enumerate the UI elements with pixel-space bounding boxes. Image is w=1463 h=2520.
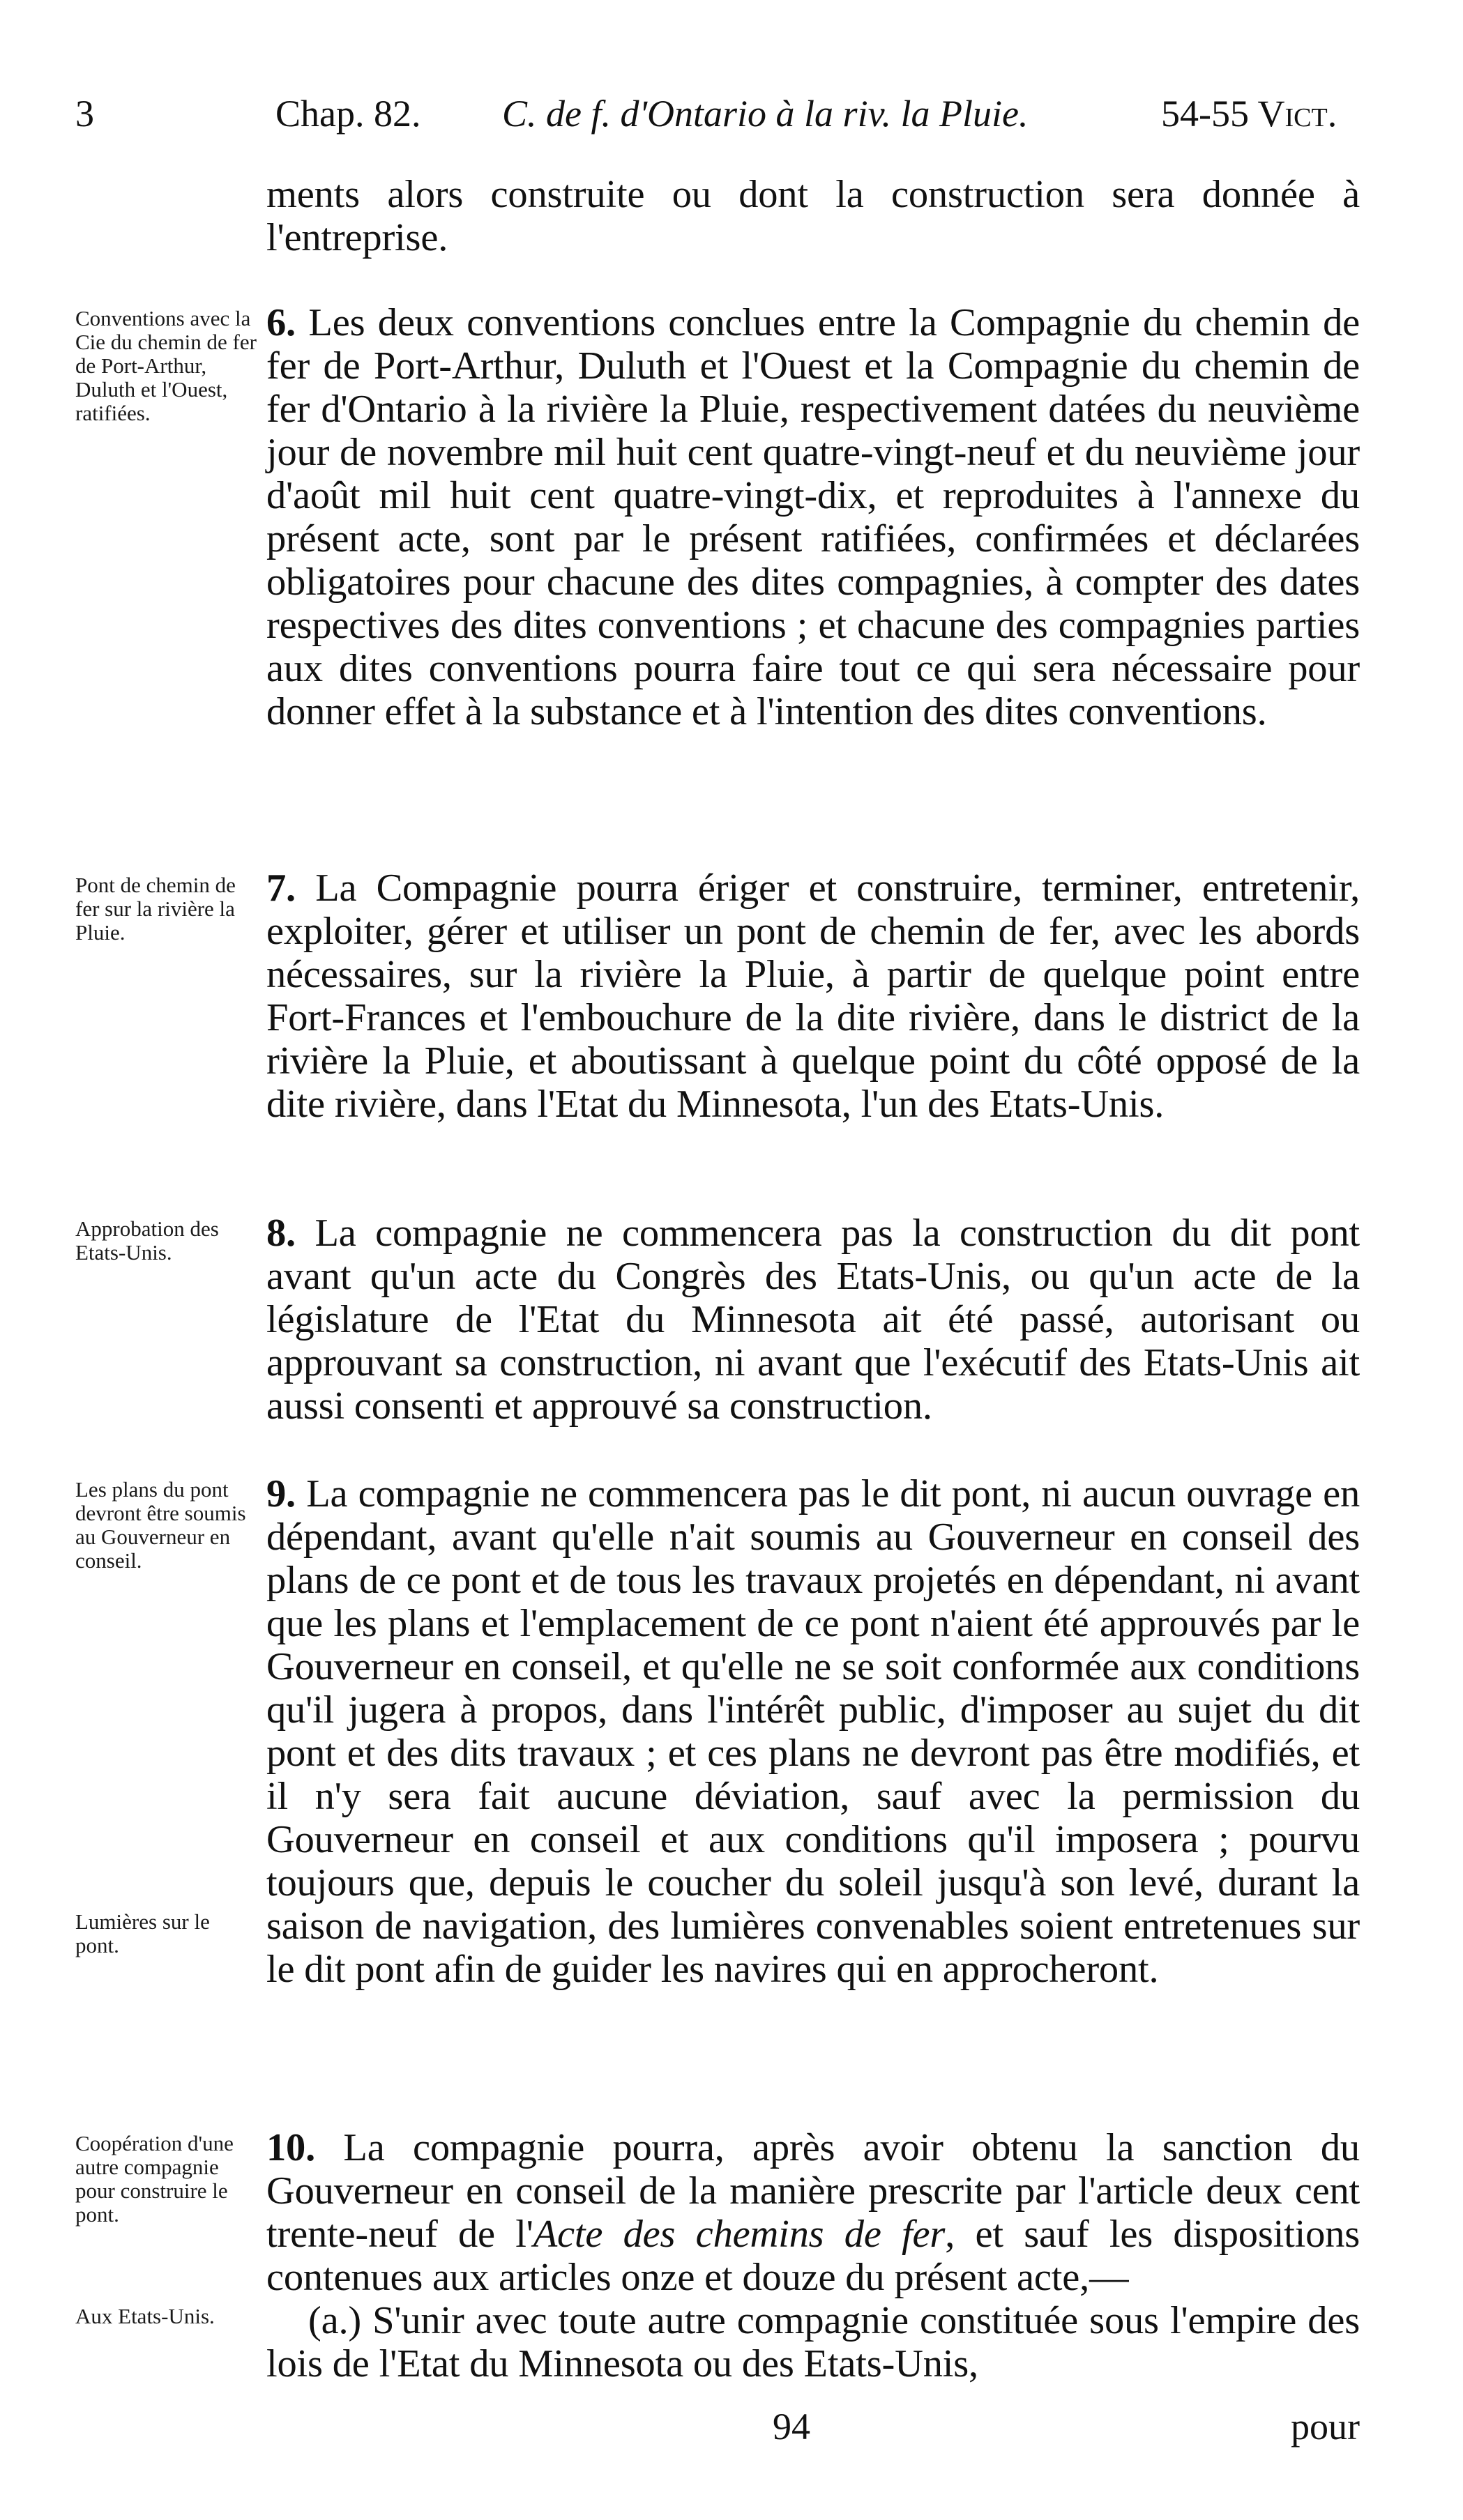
clause-a-text: (a.) S'unir avec toute autre compagnie constituée sous l'empire des lois de l'Etat du Minnesota ou des Etats-Unis, (266, 2299, 1360, 2385)
section-text-after: , et sauf les dispositions contenues aux articles onze et douze du présent acte,— (266, 2213, 1360, 2299)
section-text-before: La compagnie pourra, après avoir obtenu la sanction du Gouverneur en conseil de la manière prescrite par l'article deux cent trente-neuf de l' (266, 2126, 1360, 2256)
catchword: pour (1291, 2406, 1360, 2448)
continuation-paragraph: ments alors construite ou dont la construction sera donnée à l'entreprise. (266, 173, 1360, 259)
section-text: Les deux conventions conclues entre la Compagnie du chemin de fer de Port-Arthur, Duluth et l'Ouest et la Compagnie du chemin de fer d'Ontario à la rivière la Pluie, respectivement datées du neuvième jour de novembre mil huit cent quatre-vingt-neuf et du neuvième jour d'août mil huit cent quatre-vingt-dix, et reproduites à l'annexe du présent acte, sont par le présent ratifiées, confirmées et déclarées obligatoires pour chacune des dites compagnies, à compter des dates respectives des dites conventions ; et chacune des compagnies parties aux dites conventions pourra faire tout ce qui sera nécessaire pour donner effet à la substance et à l'intention des dites conventions. (266, 301, 1360, 733)
section-8 (266, 1212, 1360, 1428)
continuation-text (266, 173, 1360, 259)
section-6 (266, 301, 1360, 733)
section-text: La Compagnie pourra ériger et construire, terminer, entretenir, exploiter, gérer et utiliser un pont de chemin de fer, avec les abords nécessaires, sur la rivière la Pluie, à partir de quelque point entre Fort-Frances et l'embouchure de la dite rivière, dans le district de la rivière la Pluie, et aboutissant à quelque point du côté opposé de la dite rivière, dans l'Etat du Minnesota, l'un des Etats-Unis. (266, 866, 1360, 1126)
section-number: 8. (266, 1212, 296, 1255)
section-text: La compagnie ne commencera pas le dit pont, ni aucun ouvrage en dépendant, avant qu'elle n'ait soumis au Gouverneur en conseil des plans de ce pont et de tous les travaux projetés en dépendant, ni avant que les plans et l'emplacement de ce pont n'aient été approuvés par le Gouverneur en conseil, et qu'elle ne se soit conformée aux conditions qu'il jugera à propos, dans l'intérêt public, d'imposer au sujet du dit pont et des dits travaux ; et ces plans ne devront pas être modifiés, et il n'y sera fait aucune déviation, sauf avec la permission du Gouverneur en conseil et aux conditions qu'il imposera ; pourvu toujours que, depuis le coucher du soleil jusqu'à son levé, durant la saison de navigation, des lumières convenables soient entretenues sur le dit pont afin de guider les navires qui en approcheront. (266, 1472, 1360, 1991)
margin-note-pont: Pont de chemin de fer sur la rivière la Pluie. (75, 873, 236, 945)
folio: 94 (773, 2406, 810, 2448)
margin-note-cooperation: Coopération d'une autre compagnie pour construire le pont. (75, 2131, 234, 2227)
section-7 (266, 866, 1360, 1126)
section-10 (266, 2126, 1360, 2299)
section-number: 10. (266, 2126, 316, 2169)
margin-note-conventions: Conventions avec la Cie du chemin de fer de Port-Arthur, Duluth et l'Ouest, ratifiées. (75, 306, 257, 425)
margin-note-lumieres: Lumières sur le pont. (75, 1909, 210, 1957)
page-number: 3 (75, 93, 94, 135)
regnal-year: 54-55 Vict. (1161, 93, 1337, 135)
clause-a (266, 2299, 1360, 2385)
section-number: 9. (266, 1472, 296, 1515)
section-number: 7. (266, 866, 296, 910)
section-number: 6. (266, 301, 296, 344)
act-title: Acte des chemins de fer (533, 2213, 946, 2256)
chapter-label: Chap. 82. (275, 93, 421, 135)
margin-note-etats-unis: Aux Etats-Unis. (75, 2304, 215, 2328)
section-9 (266, 1472, 1360, 1991)
running-title: C. de f. d'Ontario à la riv. la Pluie. (502, 93, 1029, 135)
margin-note-plans: Les plans du pont devront être soumis au Gouverneur en conseil. (75, 1477, 246, 1573)
margin-note-approbation: Approbation des Etats-Unis. (75, 1216, 219, 1265)
section-text: La compagnie ne commencera pas la construction du dit pont avant qu'un acte du Congrès des Etats-Unis, ou qu'un acte de la législature de l'Etat du Minnesota ait été passé, autorisant ou approuvant sa construction, ni avant que l'exécutif des Etats-Unis ait aussi consenti et approuvé sa construction. (266, 1212, 1360, 1428)
